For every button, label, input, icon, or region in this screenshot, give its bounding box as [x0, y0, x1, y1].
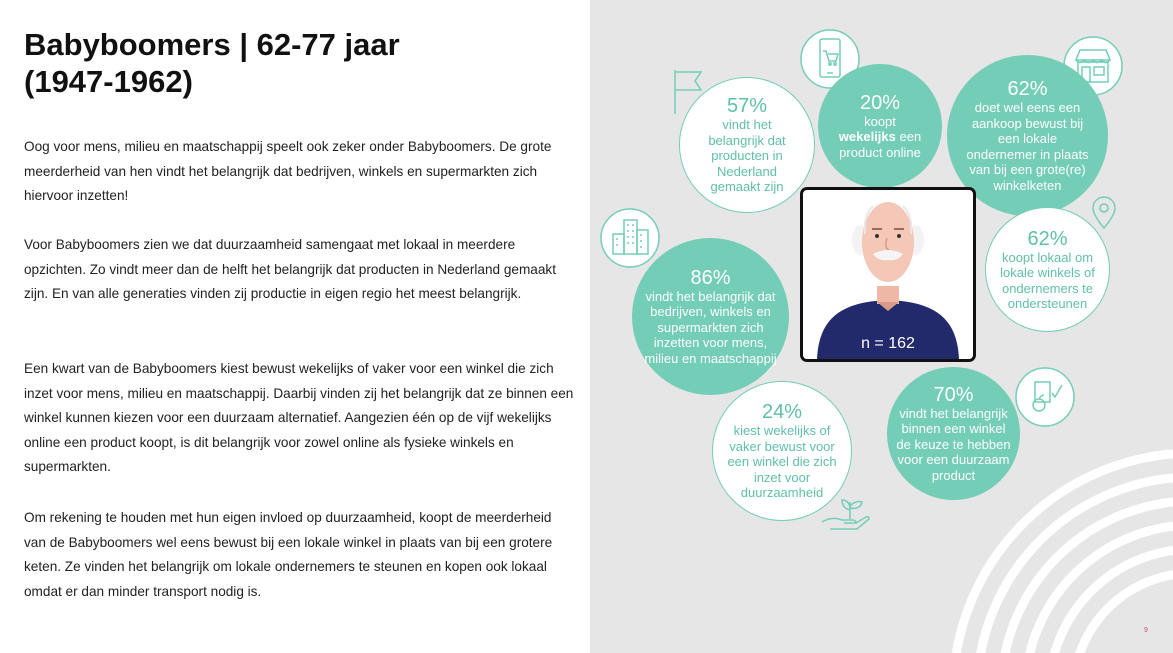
buildings-icon — [600, 208, 660, 268]
stat-percent: 62% — [1007, 78, 1048, 100]
stat-text-bold: wekelijks — [838, 129, 896, 145]
title-line-1: Babyboomers | 62-77 jaar — [24, 27, 400, 62]
paragraph-3: Een kwart van de Babyboomers kiest bewust wekelijks of vaker voor een winkel die zich inzet voor mens, milieu en maatschappij. Daarbij vinden zij het belangrijk dat ze binnen een winkel kunnen kiezen voor een duurzaam alternatief. Aangezien één op de vijf wekelijks online een product koopt, is dit belangrijk voor zowel online als fysieke winkels en supermarkten. — [24, 361, 574, 474]
stat-text-pre: koopt — [864, 113, 896, 129]
stat-percent: 20% — [859, 91, 901, 114]
stat-bubble-70 — [887, 367, 1020, 500]
sample-size-label: n = 162 — [861, 335, 915, 352]
stat-description: doet wel eens een aankoop bewust bij een lokale ondernemer in plaats van bij een grote(re) winkelketen — [966, 100, 1089, 193]
stat-percent: 24% — [761, 401, 803, 424]
stat-description: vindt het belangrijk dat producten in Nederland gemaakt zijn — [708, 117, 786, 195]
paragraph-1: Oog voor mens, milieu en maatschappij speelt ook zeker onder Babyboomers. De grote meerderheid van hen vindt het belangrijk dat bedrijven, winkels en supermarkten zich hiervoor inzetten! — [24, 139, 552, 203]
stat-bubble-62-local — [985, 207, 1110, 332]
stat-description — [830, 114, 930, 161]
stat-percent: 62% — [1027, 227, 1068, 250]
stat-text-post: een product online — [839, 129, 922, 160]
stat-percent: 57% — [726, 95, 768, 118]
stat-percent: 86% — [690, 266, 731, 289]
person-illustration — [800, 187, 976, 362]
paragraph-2: Voor Babyboomers zien we dat duurzaamheid samengaat met lokaal in meerdere opzichten. Zo vindt meer dan de helft het belangrijk dat producten in Nederland gemaakt zijn. En van alle generaties vinden zij productie in eigen regio het meest belangrijk. — [24, 237, 556, 301]
stat-description: vindt het belangrijk binnen een winkel de keuze te hebben voor een duurzaam product — [896, 405, 1011, 483]
stat-description: vindt het belangrijk dat bedrijven, winkels en supermarkten zich inzetten voor mens, milieu en maatschappij — [644, 288, 777, 366]
stat-percent: 70% — [933, 383, 974, 406]
stat-bubble-86 — [632, 238, 789, 395]
stat-description: kiest wekelijks of vaker bewust voor een winkel die zich inzet voor duurzaamheid — [727, 423, 837, 501]
stat-description: koopt lokaal om lokale winkels of ondernemers te ondersteunen — [1000, 249, 1095, 311]
stat-bubble-24 — [712, 381, 852, 521]
page-title — [24, 26, 400, 100]
stat-bubble-57 — [679, 77, 815, 213]
basket-icon — [1015, 367, 1075, 427]
location-pin-icon — [1091, 196, 1117, 230]
stat-bubble-20 — [818, 64, 942, 188]
title-line-2: (1947-1962) — [24, 64, 193, 99]
paragraph-4: Om rekening te houden met hun eigen invloed op duurzaamheid, koopt de meerderheid van de Babyboomers wel eens bewust bij een lokale winkel in plaats van bij een grotere keten. Ze vinden het belangrijk om lokale ondernemers te steunen en kopen ook lokaal omdat er dan minder transport nodig is. — [24, 510, 553, 599]
page-number: 9 — [1144, 627, 1148, 634]
elderly-man-illustration — [803, 190, 973, 359]
